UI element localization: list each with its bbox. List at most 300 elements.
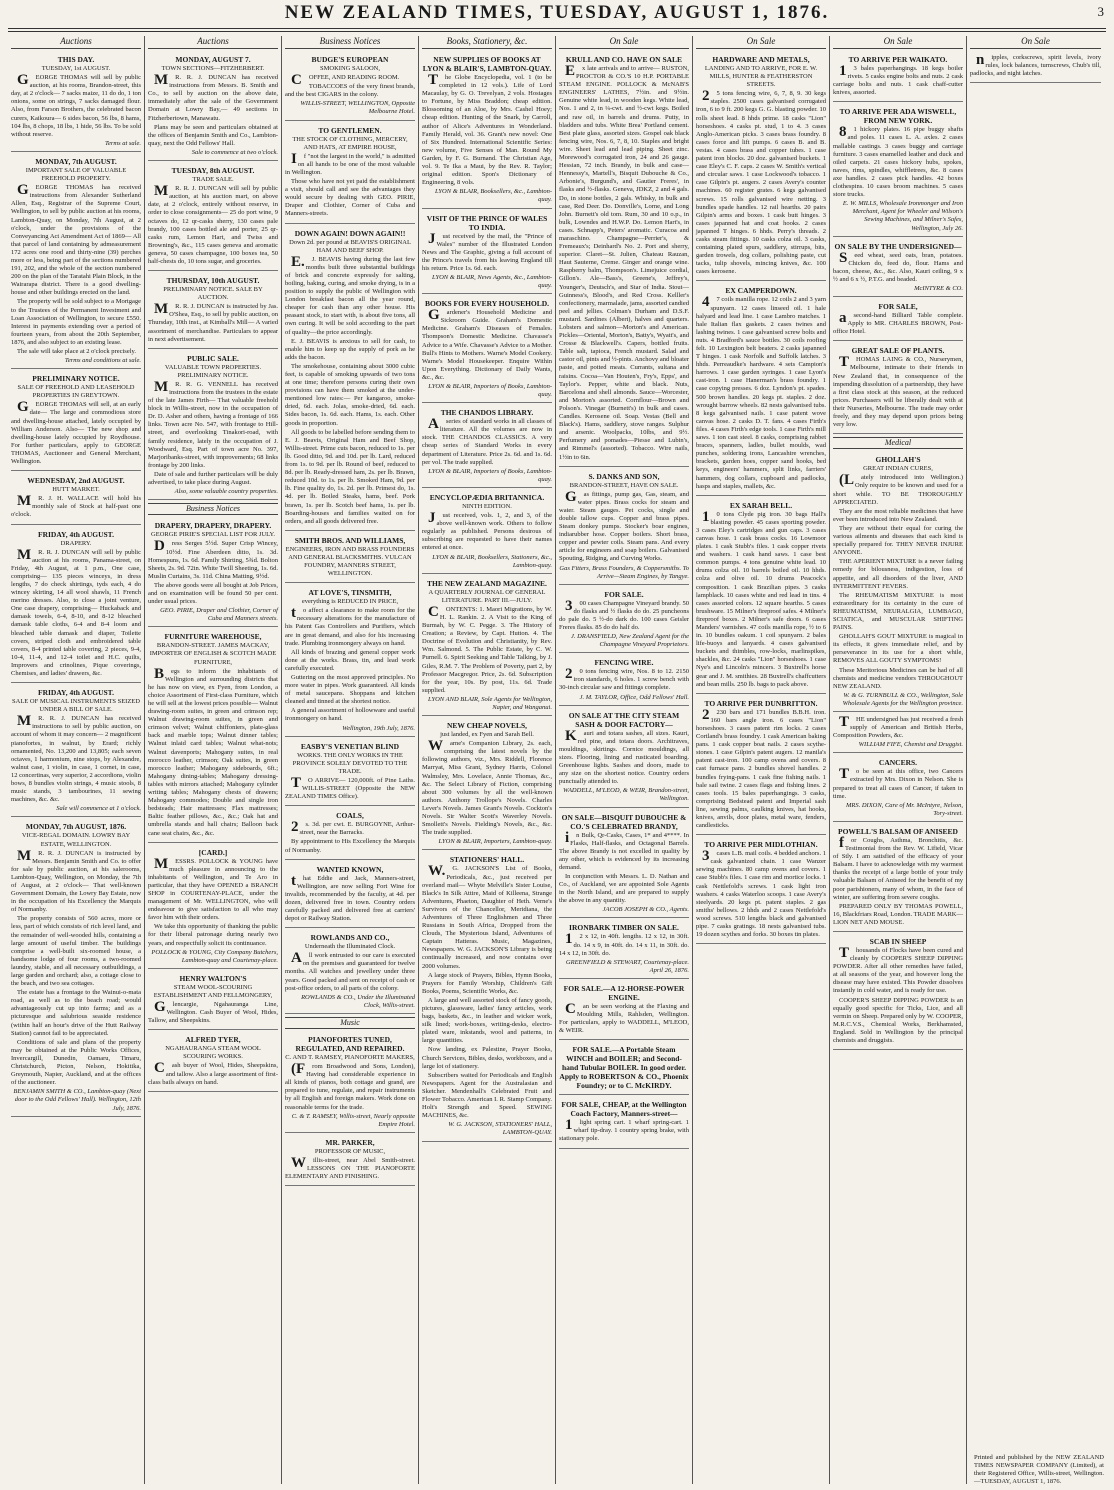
ad-signature: WADDELL, M'LEOD, & WEIR, Brandon-street, Wellington.	[563, 787, 689, 803]
ad-subheadline: NGAHAURANGA STEAM WOOL SCOURING WORKS.	[165, 1045, 261, 1061]
ad-paragraph: MR. J. H. WALLACE will hold his monthly sale of Stock at half-past one o'clock.	[11, 493, 141, 519]
advertisement	[285, 808, 415, 859]
ad-headline: NEW CHEAP NOVELS,	[446, 721, 528, 731]
ad-body	[696, 296, 826, 490]
ad-paragraph: Conditions of sale and plans of the property may be obtained at the Public Works Offices, Invercargill, Dunedin, Oamaru, Timaru, Christchurch, Picton, Nelson, Hokitika, Greymouth, Napier, Auckland, and at the offices of the auctioneer.	[11, 1038, 141, 1087]
ad-paragraph: If "not the largest in the world," is admitted on all hands to be one of the most valuable in Wellington.	[285, 150, 415, 176]
column-4	[419, 36, 556, 1484]
ad-headline: NEW SUPPLIES OF BOOKS AT LYON & BLAIR'S, LAMBTON-QUAY.	[422, 55, 552, 73]
ad-body	[285, 1154, 415, 1181]
ad-paragraph: They are without their equal for curing the various ailments and diseases that each kind is specially prepared for. THEY NEVER INJURE ANYONE.	[833, 524, 963, 557]
column-1	[8, 36, 145, 1484]
advertisement	[833, 755, 963, 822]
ad-signature: Sale will commence at 1 o'clock.	[56, 805, 141, 813]
ad-paragraph: The sale will take place at 2 o'clock precisely.	[17, 348, 136, 355]
ad-paragraph: GHOLLAH'S GOUT MIXTURE is magical in its effects, it gives immediate relief, and by perseverance in its use for a short while, REMOVES ALL GOUTY SYMPTOMS!	[833, 633, 963, 665]
ad-paragraph: 2230 bars and 171 bundles B.B.H. iron. 160 bars angle iron. 6 cases "Lion" horseshoes. 3 cases patent rim locks. 2 cases Cortland's brass foundry. 1 cask American baking pans. 1 cask copper boat nails. 2 cases scythe-stones. 1 case Gilpin's patent augers. 12 manila's patent cast-iron. 100 camp ovens and covers. 8 cast furnace pans. 2 bundles shovel handles. 2 bundles frying-pans. 1 cask fine fishing nails. 1 bale sail twine. 2 cases flags and fishing lines. 2 cases tools. 15 bales paperhangings. 3 casks, comprising Bedstead patent and Imperial sash line, sewing palms, caulking knives, hat hooks, knives, anvils, door plates, metal ware, fenders, candlesticks.	[696, 706, 826, 830]
ad-headline: IRONBARK TIMBER ON SALE.	[569, 923, 679, 933]
ad-body	[422, 418, 552, 467]
ad-paragraph: (From Broadwood and Sons, London), Having had considerable experience in all kinds of pianos, both cottage and grand, are prepared to tune, regulate, and repair instruments by all English and foreign makers. Work done on reasonable terms for the trade.	[285, 1061, 415, 1111]
advertisement	[11, 685, 141, 817]
ad-headline: TO ARRIVE PER WAIKATO.	[848, 55, 948, 64]
advertisement	[559, 1097, 689, 1148]
ad-paragraph: E. J. BEAVIS is anxious to sell for cash, to enable him to keep up the supply of pork as he adds the bacon.	[285, 337, 415, 361]
ad-body	[285, 74, 415, 99]
ad-body	[422, 230, 552, 273]
ad-paragraph: 12 x 12, in 40ft. lengths. 12 x 12, in 30ft. do. 14 x 9, in 40ft. do. 14 x 11, in 30ft. do. 14 x 12, in 30ft. do.	[559, 931, 689, 957]
advertisement	[833, 452, 963, 712]
advertisement	[696, 52, 826, 281]
ad-body	[559, 65, 689, 462]
ad-body	[422, 603, 552, 695]
ad-signature: W. G. JACKSON, STATIONERS' HALL, LAMBTON-QUAY.	[448, 1121, 552, 1137]
advertisement	[285, 1135, 415, 1186]
ad-paragraph: E.J. BEAVIS having during the last few months built three substantial buildings of brick and concrete expressly for salting, boiling, baking, curing, and smoke drying, is in a position to supply the public of Wellington with London breakfast bacon all the year round, cheaper for cash than any other house. His peasant stock, to start with, is about five tons, all own curing. It will be sold according to the part of quality—the price accordingly.	[285, 253, 415, 336]
ad-paragraph: Glencargie, Ngahauranga Line, Wellington. Cash Buyer of Wool, Hides, Tallow, and Sheepskins.	[148, 999, 278, 1025]
ad-body	[148, 540, 278, 606]
ad-paragraph: Dress Serges 5½d. Super Crisp Wincey, 10½d. Fine Aberdeen ditto, 1s. 3d. Homespuns, 1s. 6d. Family Shirting, 5¾d. Bolton Sheets, 2s. 9d. 72in. White Twill Sheeting, 1s. 6d. Muslin Curtains, 3s. 11d. China Matting, 9½d.	[148, 538, 278, 580]
column-heading: Auctions	[148, 36, 278, 49]
ad-headline: COALS,	[336, 811, 364, 821]
ad-headline: TUESDAY, 8th AUGUST.	[171, 166, 255, 176]
ad-body	[696, 706, 826, 830]
ad-headline: PIANOFORTES TUNED, REGULATED, AND REPAIRED.	[295, 1035, 405, 1053]
ad-paragraph: Gas fittings, pump gas, Gas, steam, and water pipes. Brass cocks for steam and water. Steam gauges. Pet cocks, single and double tallow cups. Copper and brass pipes. Steam donkey pumps. Stocker's boar engines, indiarubber hose. Copper boilers. Short brass, copper and pewter coils. Steam pans. And every article for engineers and soap boilers. Galvanised Spouting, Ridging, and Curving Works.	[559, 488, 689, 563]
ad-body	[148, 185, 278, 266]
ad-paragraph: for Coughs, Asthma, Bronchitis, &c. Testimonial from the Rev. W. Lifield, Vicar of Stly. I am satisfied of the efficacy of your Balsam. I have to acknowledge with my warmest thanks the receipt of a large bottle of your truly valuable Balsam of Aniseed for the benefit of my poor parishioners, many of whom, in the face of winter, are suffering from severe coughs.	[833, 834, 963, 901]
ad-headline: PUBLIC SALE.	[187, 353, 239, 363]
ad-body	[833, 768, 963, 800]
ad-paragraph: We take this opportunity of thanking the public for their liberal patronage during nearly two years, and respectfully solicit its continuance.	[148, 923, 278, 947]
ad-subheadline: SALE OF MUSICAL INSTRUMENTS SEIZED UNDER A BILL OF SALE.	[12, 698, 140, 714]
advertisement	[11, 52, 141, 152]
ad-headline: S. DANKS AND SON,	[588, 471, 660, 481]
column-5	[556, 36, 693, 1484]
advertisement	[422, 852, 552, 1141]
ad-headline: STATIONERS' HALL.	[449, 855, 525, 865]
advertisement	[696, 837, 826, 944]
ad-body	[148, 665, 278, 838]
ad-body	[422, 74, 552, 187]
ad-subheadline: GREAT INDIAN CURES,	[863, 465, 933, 473]
ad-headline: BOOKS FOR EVERY HOUSEHOLD.	[424, 299, 550, 309]
ad-paragraph: 81 hickory plates. 16 pipe buggy shafts and poles. 11 cases L. A. axles. 2 cases mallable castings. 3 cases buggy and carriage furniture. 3 cases enamelled leather and duck and oiled carpets. 21 cases hickory hubs, spokes, naves, rims, spindles, whiffletrees, &c. 8 cases axe handles. 2 cases pick handles. 42 boxes clothespins. 10 cases broom machines. 5 cases store trucks.	[833, 124, 963, 199]
advertisement	[696, 498, 826, 694]
ad-headline: FRIDAY, 4th AUGUST.	[38, 529, 114, 539]
top-rule-double	[8, 31, 1106, 32]
ad-paragraph: TOBACCOES of the very finest brands, and the best CIGARS in the colony.	[285, 83, 415, 99]
ad-subheadline: PRELIMINARY NOTICE. SALE BY AUCTION.	[163, 286, 263, 302]
ad-signature: Wellington, 19th July, 1876.	[342, 724, 415, 732]
ad-paragraph: TO ARRIVE— 120,000ft. of Pine Laths. WILLIS-STREET (Opposite the NEW ZEALAND TIMES Office).	[285, 774, 415, 801]
column-6	[693, 36, 830, 1484]
ad-headline: MR. PARKER,	[325, 1137, 375, 1147]
top-rule	[8, 28, 1106, 29]
ad-paragraph: MR. R. J. DUNCAN is instructed by Jas. O'Shea, Esq., to sell by public auction, on Thursday, 10th inst., at Kimball's Mill— A varied assortment of merchandise. Particulars to appear in next advertisement.	[148, 301, 278, 343]
ad-headline: FOR SALE.—A 12-HORSE-POWER ENGINE.	[563, 983, 685, 1002]
ad-body	[285, 774, 415, 801]
ad-signature: Also, some valuable country properties.	[174, 488, 278, 496]
advertisement	[833, 104, 963, 236]
ad-headline: DRAPERY, DRAPERY, DRAPERY.	[154, 521, 272, 531]
ad-headline: SMITH BROS. AND WILLIAMS,	[294, 535, 406, 545]
ad-paragraph: Just received by the mail, the "Prince of Wales" number of the Illustrated London News and The Graphic, giving a full account of the Prince's travels from his leaving England till his return. Price 1s. 6d. each.	[422, 230, 552, 272]
advertisement	[148, 971, 278, 1030]
ad-paragraph: Can be seen working at the Flaxing and Moulding Mills, Rahlsden, Wellington. For particulars, apply to WADDELL, M'LEOD, & WEIR.	[559, 1000, 689, 1035]
column-heading: On Sale	[833, 36, 963, 49]
ad-signature: LYON & BLAIR, Booksellers, Stationers, &c., Lambton-quay.	[432, 553, 552, 569]
ad-paragraph: 3cases L.B. mail coils. 4 bedded anchors. 1 cask galvanized chain. 1 case Wanzer sewing machines. 80 camp ovens and covers. 1 case Stubb's files. 1 case rim and mortice locks. 1 cask Nettlefold's screws. 1 cask light iron washers. 4 casks Waterloo scoops. 1 case Avery's steelyards. 20 kegs pt. patent staples. 2 gas smiths' bellows. 2 hhds and 2 cases Nettlefold's wood screws. 510 lengths black and galvanised pipe. 7 casks gratings. 18 nests galvanised tubs. 19 dozen scythes and forks. 30 boxes tin plates.	[696, 848, 826, 939]
advertisement	[285, 52, 415, 121]
column-3	[282, 36, 419, 1484]
ad-signature: E. W. MILLS, Wholesale Ironmonger and Iron Merchant, Agent for Wheeler and Wilson's Sewing Machines, and Milner's Safes, Wellington, July 26.	[842, 200, 963, 232]
ad-headline: [CARD.]	[198, 847, 228, 857]
ad-paragraph: W.G. JACKSON'S List of Books, Periodicals, &c., just received per overland mail— Whyte Melville's Sister Louise, Black's In Silk Attire, Maid of Killeena, Strange Adventures, Phaeton, Daughter of Heth. Verne's Survivors of the Chancellor, Meridiana, the Adventures of Three Englishmen and Three Russians in South Africa, Dropped from the Clouds, The Mysterious Island, Adventures of Captain Hatteras. Music, Magazines, Newspapers. W. G. JACKSON'S Library is being continually increased, and now contains over 2000 volumes.	[422, 863, 552, 970]
ad-body	[559, 668, 689, 692]
ad-subheadline: A QUARTERLY JOURNAL OF GENERAL LITERATURE. PART III.—JULY.	[428, 588, 546, 604]
ad-headline: GREAT SALE OF PLANTS.	[851, 346, 945, 356]
ad-body	[148, 855, 278, 948]
ad-paragraph: Warne's Companion Library, 2s. each, comprising the latest novels by the following authors, viz., Mrs. Riddell, Florence Marryat, Miss Grant, Sydney Harris, Colonel Walmsley, Mrs. Lovelace, Annie Thomas, &c., &c. The Select Library of Fiction, comprising about 300 volumes by all the well-known authors. Anthony Trollope's Novels. Charles Lever's Novels. James Grant's Novels. Cockton's Novels. Sir Walter Scott's Waverley Novels. Smollett's Novels. Fielding's Novels, &c., &c. The trade supplied.	[422, 738, 552, 837]
ad-headline: BUDGE'S EUROPEAN	[311, 55, 389, 64]
ad-body	[559, 727, 689, 787]
ad-subheadline: Down 2d. per pound at BEAVIS'S ORIGINAL HAM AND BEEF SHOP.	[289, 238, 411, 254]
ad-headline: ON SALE AT THE CITY STEAM SASH & DOOR FACTORY—	[568, 710, 680, 729]
ad-subheadline: VICE-REGAL DOMAIN. LOWRY BAY ESTATE, WELLINGTON.	[21, 832, 131, 848]
ad-paragraph: To be seen at this office, two Cancers extracted by Mrs. Dixon in Nelson. She is prepared to treat all cases of Cancer, if taken in time.	[833, 766, 963, 800]
ad-signature: JACOB JOSEPH & CO., Agents.	[602, 906, 689, 914]
column-heading: Books, Stationery, &c.	[422, 36, 552, 49]
advertisement	[422, 405, 552, 488]
ad-body	[833, 944, 963, 1045]
advertisement	[148, 1032, 278, 1091]
ad-paragraph: MR. R. G. VENNELL has received instructions from the trustees in the estate of the late James Firth— That valuable freehold block in Willis-street, now in the occupation of Dr. D. Asher and others, having a frontage of 166 links. Town acre No. 547, with frontage to Hill-street, and overlooking Tinakori-road, with family residence, lately in the occupation of J. Woodward, Esq. Part of town acre No. 397, Marjoribanks-street, with improvements; 68 links frontage by 200 links.	[148, 378, 278, 469]
ad-signature: GEO. PIRIE, Draper and Clothier, Corner of Cuba and Manners streets.	[160, 607, 278, 623]
advertisement	[285, 930, 415, 1014]
ad-paragraph: In conjunction with Messrs. L. D. Nathan and Co., of Auckland, we are appointed Sole Agents in the North Island, and are prepared to supply the above in any quantity.	[559, 872, 689, 905]
ad-subheadline: HUTT MARKET.	[52, 486, 100, 494]
advertisement	[285, 123, 415, 224]
ad-signature: LYON & BLAIR, News Agents, &c., Lambton-quay.	[431, 273, 552, 290]
ad-paragraph: (Lately introduced into Wellington.) Only require to be known and used for a short while. TO BE THOROUGHLY APPRECIATED.	[833, 472, 963, 506]
ad-body	[559, 1000, 689, 1035]
ad-body	[422, 865, 552, 1120]
ad-headline: HENRY WALTON'S	[179, 973, 247, 983]
ad-paragraph: 47 coils manilla rope. 12 coils 2 and 3 yarn spunyarn. 12 cases linseed oil. 1 hale halyard and lead line. 1 case Lambro matches. 1 hale Italian flax gaskets. 2 cases twines and lashing twines. 1 case galvanised screw bolts and nuts. 4 Bradford's sauce bottles. 30 coils roofing felt. 10 Lexington belt beaters. 2 casks japanned T hinges. 1 cask Norfolk and Suffolk latches. 3 hhds. Perreaudke's hardware. 4 sets Campion's harrows. 1 case garden syringes. 1 case Lyon's cast-iron. 1 case Hanerman's brass foundry. 1 case copying presses. 6 doz. Lyndon's pt. spades. 500 brown handles. 20 kegs pt. staples. 2 doz. wrought barrow wheels. 82 nests galvanised tubs. 8 kegs galvanised nails. 1 case patent wove canvas hose. 2 casks D. T. fans. 4 cases Firth's files. 4 cases Firth's edge tools. 1 case Firth's mill saws. 1 ton cast steel. 8 casks, comprising rabbet braces, spanners, ladles, bullet moulds, wad punches, soldering irons, Lancashire wrenches, brackets, garden hoes, copper sand hooks, bed keys, engineers' hammers, split links, farriers' hammers, dog collars, cupboard and padlocks, hasps and staples, mallets, &c.	[696, 294, 826, 490]
advertisement	[285, 226, 415, 531]
ad-paragraph: asecond-hand Billiard Table complete. Apply to MR. CHARLES BROWN, Post-office Hotel.	[833, 310, 963, 336]
ad-headline: DOWN AGAIN! DOWN AGAIN!!	[294, 228, 406, 238]
ad-paragraph: The above goods were all bought at Job Prices, and on examination will be found 50 per cent. under usual prices.	[148, 581, 278, 606]
ad-paragraph: Just received, vols. 1, 2, and 3, of the above well-known work. Others to follow regularly as published. Persons desirous of subscribing are requested to have their names entered at once.	[422, 510, 552, 552]
imprint: Printed and published by the NEW ZEALAND TIMES NEWSPAPER COMPANY (Limited), at their Registered Office, Willis-street, Wellington.—TUESDAY, AUGUST 1, 1876.	[974, 1454, 1104, 1485]
advertisement	[148, 351, 278, 501]
advertisement	[696, 696, 826, 835]
ad-signature: GREENFIELD & STEWART, Courtenay-place. April 26, 1876.	[565, 958, 689, 974]
ad-body	[559, 488, 689, 564]
ad-body	[148, 1001, 278, 1025]
ad-headline: WANTED KNOWN,	[316, 864, 384, 874]
ad-paragraph: Thousands of Flocks have been cured and cleanly by COOPER'S SHEEP DIPPING POWDER. After all other remedies have failed, at all seasons of the year, and however long the disease may have existed. This Powder dissolves instantly in cold water, and is ready for use.	[833, 944, 963, 995]
ad-paragraph: THE undersigned has just received a fresh supply of American and British Herbs, Composition Powders, &c.	[833, 714, 963, 740]
ad-paragraph: Date of sale and further particulars will be duly advertised, to take place during August.	[148, 470, 278, 487]
section-heading: Music	[285, 1017, 415, 1029]
ad-paragraph: The property consists of 560 acres, more or less, part of which consists of rich level land, and the remainder of well-wooded hills, containing a large amount of useful timber. The buildings comprise a well-built six-roomed house, a handsome lodge of four rooms, a two-roomed laundry, stable, and all necessary outbuildings, a large garden and orchard; also, a cottage close to the beach, and two sea cottages.	[11, 915, 141, 988]
ad-body	[559, 933, 689, 957]
ad-paragraph: that Eddie and Jack, Manners-street, Wellington, are now selling Fort Wine for invalids, recommended by the faculty, at 4d. per dozen, delivered free in town. Country orders carefully packed and delivered free at carriers' depot or Railway Station.	[285, 872, 415, 923]
ad-paragraph: GEORGE THOMAS will sell by public auction, at his rooms, Brandon-street, this day, at 2 o'clock— 7 sacks maize, 11 do do, 1 ton onions, some on strings, 7 sacks damaged flour. Also, from Farson Brothers, the celebrated bacon curers, Kaikoura— 6 sides bacon, 56 lbs, 8 hams, 104 lbs, 8 chops, 18 lbs, 1 hide, 56 lbs. To be sold without reserve.	[11, 72, 141, 138]
column-8	[967, 36, 1104, 1484]
ad-headline: FOR SALE,	[878, 302, 918, 312]
ad-paragraph: Kauri and totara sashes, all sizes. Kauri, red pine, and totara doors. Architraves, mouldings, skirtings. Cornice mouldings, all sizes. Flooring, lining and rusticated boarding. Greenhouse lights. Sashes and doors, made to any size on the shortest notice. Country orders punctually attended to.	[559, 727, 689, 786]
ad-paragraph: PREPARED ONLY BY THOMAS POWELL, 16, Blackfriars Road, London. TRADE MARK—LION NET AND MOUSE.	[833, 902, 963, 926]
ad-paragraph: A general assortment of hollowware and useful ironmongery on hand.	[285, 707, 415, 723]
advertisement	[559, 587, 689, 654]
ad-signature: LYON & BLAIR, Importers of Books, Lambton-quay.	[428, 383, 552, 399]
ad-subheadline: PROFESSOR OF MUSIC,	[314, 1147, 386, 1155]
ad-body	[559, 829, 689, 906]
ad-headline: TO GENTLEMEN.	[318, 125, 382, 135]
ad-body	[970, 54, 1101, 78]
ad-subheadline: TRADE SALE.	[192, 176, 234, 184]
advertisement	[970, 52, 1101, 83]
advertisement	[285, 533, 415, 583]
ad-paragraph: A large stock of Prayers, Bibles, Hymn Books, Prayers for Family Worship, Children's Gift Books, Poems, Scientific Works, &c.	[422, 971, 552, 995]
ad-body	[833, 312, 963, 336]
ad-headline: FOR SALE.—A Portable Steam WINCH and BOILER; and Second-hand Tubular BOILER. In good order. Apply to ROBERTSON & CO., Phoenix Foundry; or to C. McKIRDY.	[559, 1045, 689, 1091]
ad-subheadline: C. AND T. RAMSEY, PIANOFORTE MAKERS,	[285, 1054, 415, 1061]
ad-signature: POLLOCK & YOUNG, City Company Butchers, Lambton-quay and Courtenay-place.	[151, 948, 278, 964]
advertisement	[285, 1032, 415, 1133]
advertisement	[559, 810, 689, 919]
ad-subheadline: THE STOCK OF CLOTHING, MERCERY, AND HATS, AT EMPIRE HOUSE,	[292, 135, 408, 151]
ad-paragraph: MESSRS. POLLOCK & YOUNG have much pleasure in announcing to the inhabitants of Wellington, and Te Aro in particular, that they have OPENED a BRANCH SHOP in COURTENAY-PLACE, under the management of Mr. WELLINGTON, who will endeavour to give satisfaction to all who may favor him with their orders.	[148, 855, 278, 922]
columns-container	[8, 36, 1106, 1484]
advertisement	[833, 934, 963, 1050]
ad-headline: SCAB IN SHEEP	[869, 936, 927, 946]
ad-paragraph: Those who have not yet paid the establishment a visit, should call and see the advantages they would secure by dealing with GEO. PIRIE, Draper and Clothier, Corner of Cuba and Manners-streets.	[285, 178, 415, 218]
ad-headline: EX CAMPERDOWN.	[725, 286, 797, 296]
ad-subheadline: VALUABLE TOWN PROPERTIES. PRELIMINARY NOTICE.	[164, 363, 262, 379]
ad-paragraph: The estate has a frontage to the Wainui-o-mata road, as well as to the beach road; would advantageously cut up into farms; and as a picturesque and salubrious seaside residence (within half an hour's drive of the Hutt Railway Station) cannot fail to be appreciated.	[11, 989, 141, 1037]
ad-headline: MONDAY, AUGUST 7.	[175, 55, 251, 64]
advertisement	[148, 163, 278, 271]
ad-headline: WEDNESDAY, 2nd AUGUST.	[27, 476, 125, 486]
ad-body	[148, 74, 278, 148]
ad-headline: TO ARRIVE PER ADA WISWELL, FROM NEW YORK.	[839, 107, 957, 126]
ad-headline: KRULL AND CO. HAVE ON SALE	[565, 55, 683, 64]
ad-headline: THURSDAY, 10th AUGUST.	[166, 276, 260, 286]
column-heading: On Sale	[696, 36, 826, 49]
ad-body	[559, 1119, 689, 1143]
ad-paragraph: The property will be sold subject to a Mortgage to the Trustees of the Permanent Investment and Loan Association of Wellington, to secure £550. Interest in payments extending over a period of fourteen years, from about the 20th September, 1876, and also subject to an existing lease.	[11, 298, 141, 346]
ad-paragraph: All kinds of brazing and general copper work done at the works. Brass, tin, and lead work carefully executed.	[285, 648, 415, 672]
ad-body	[148, 303, 278, 343]
ad-headline: MONDAY, 7th AUGUST, 1876.	[25, 822, 127, 832]
ad-paragraph: MR. R. J. DUNCAN is instructed by Messrs. Benjamin Smith and Co. to offer for sale by public auction, at his salerooms, Lambton-Quay, Wellington, on Monday, the 7th of August, at 2 o'clock— That well-known Government Domain, the Lowry Bay Estate, now in the occupation of his Excellency the Marquis of Normanby.	[11, 847, 141, 914]
ad-signature: J. M. TAYLOR, Office, Odd Fellows' Hall.	[579, 693, 689, 701]
masthead	[0, 0, 1114, 26]
ad-body	[422, 740, 552, 837]
column-7	[830, 36, 967, 1484]
advertisement	[422, 718, 552, 850]
ad-paragraph: A large and well assorted stock of fancy goods, pictures, glassware, ladies' fancy articles, work bags, baskets, &c., in leather and wicker work, silk lined; work-boxes, writing-desks, electro-plated ware, inkstands, wool and patterns, in large quantities.	[422, 996, 552, 1045]
ad-headline: FRIDAY, 4th AUGUST.	[38, 688, 114, 698]
ad-headline: THE CHANDOS LIBRARY.	[440, 408, 534, 418]
ad-headline: FOR SALE.	[604, 589, 644, 599]
advertisement	[559, 1042, 689, 1095]
ad-body	[696, 850, 826, 939]
ad-signature: WILLIAM FIFE, Chemist and Druggist.	[858, 741, 963, 749]
ad-body	[559, 597, 689, 632]
section-heading: Business Notices	[148, 503, 278, 515]
ad-headline: FURNITURE WAREHOUSE,	[164, 632, 262, 642]
ad-headline: FENCING WIRE.	[594, 658, 654, 668]
ad-paragraph: Plans may be seen and particulars obtained at the offices of Benjamin Smith and Co., Lambton-quay, next the Odd Fellows' Hall.	[148, 123, 278, 147]
advertisement	[422, 211, 552, 295]
ad-subheadline: BRANDON-STREET. JAMES MACKAY, IMPORTER OF ENGLISH & SCOTCH MADE FURNITURE,	[149, 642, 277, 666]
ad-signature: Terms and conditions at sale.	[64, 357, 141, 365]
section-heading: Medical	[833, 437, 963, 449]
ad-body	[422, 309, 552, 382]
ad-headline: THIS DAY.	[57, 55, 95, 64]
ad-paragraph: They are the most reliable medicines that have ever been introduced into New Zealand.	[833, 507, 963, 523]
advertisement	[559, 655, 689, 705]
ad-body	[285, 253, 415, 526]
advertisement	[422, 490, 552, 574]
ad-body	[833, 474, 963, 690]
ad-signature: ROWLANDS & CO., Under the Illuminated Clock, Willis-street.	[301, 993, 415, 1009]
ad-paragraph: Subscribers waited for Periodicals and English Newspapers. Agent for the Australasian and Sketcher. Mendenhall's Celebrated Fruit and Flower Tobacco. American I. R. Stamp Company. Holt's Strength and Speed. SEWING MACHINES, &c.	[422, 1071, 552, 1120]
ad-paragraph: Gardener's Household Medicine and Sickroom Guide. Graham's Domestic Medicine. Graham's Diseases of Females. Thompson's Domestic Medicine. Chavasse's Advice to a Wife. Chavasse's Advice to a Mother. Bull's Hints to Mothers. Warne's Model Cookery. Warne's Model Housekeeper. Enquire Within Upon Everything. Dictionary of Daily Wants, &c., &c.	[422, 307, 552, 381]
ad-paragraph: 2s. 3d. per cwt. E. BURGOYNE, Arthur-street, near the Barracks.	[291, 819, 415, 837]
advertisement	[559, 920, 689, 978]
advertisement	[148, 273, 278, 349]
column-heading: Auctions	[11, 36, 141, 49]
ad-paragraph: Now landing, ex Palestine, Prayer Books, Church Services, Bibles, desks, workboxes, and a large lot of stationery.	[422, 1046, 552, 1070]
ad-subheadline: LANDING AND TO ARRIVE, FOR E. W. MILLS, HUNTER & FEATHERSTON STREETS.	[704, 65, 818, 89]
ad-body	[148, 1062, 278, 1086]
column-heading: On Sale	[559, 36, 689, 49]
ad-body	[11, 184, 141, 356]
ad-headline: ON SALE BY THE UNDERSIGNED—	[834, 241, 962, 251]
advertisement	[285, 585, 415, 737]
ad-signature: Gas Fitters, Brass Founders, & Coppersmiths. To Arrive—Steam Engines, by Tangye.	[559, 564, 689, 580]
ad-body	[833, 126, 963, 199]
ad-paragraph: Seed wheat, seed oats, bran, potatoes. Chicken do, feed do, flour. Hams and bacon, cheese, &c., &c. Also, Kauri ceiling, 9 x ½ and 6 x ½, P.T.G. and beaded.	[833, 249, 963, 283]
ad-headline: ALFRED TYER,	[185, 1035, 241, 1045]
ad-paragraph: nipples, corkscrews, spirit levels, ivory rules, lock balances, turnscrews, Chub's till, padlocks, and night latches.	[970, 52, 1101, 78]
advertisement	[422, 296, 552, 403]
ad-headline: GHOLLAH'S	[875, 455, 921, 465]
ad-paragraph: Cash buyer of Wool, Hides, Sheepskins, and tallow. Also a large assortment of first-class bails always on hand.	[148, 1060, 278, 1086]
ad-headline: ON SALE—BISQUIT DUBOUCHE & CO.'S CELEBRATED BRANDY,	[561, 812, 687, 831]
ad-paragraph: Aseries of standard works in all classes of literature. All the volumes are now in stock. THE CHANDOS CLASSICS. A very cheap series of Standard Works in every department of Literature. Price 2s. 6d. and 1s. 6d. per vol. The trade supplied.	[422, 416, 552, 466]
ad-subheadline: TOWN SECTIONS—FITZHERBERT.	[161, 65, 265, 72]
advertisement	[559, 981, 689, 1040]
ad-paragraph: in Bulk, Qr-Casks, Cases, 1* and 4****. In Flasks, Half-flasks, and Octagonal Barrels. The above Brandy is not excelled in quality by any other, which is evidenced by its increasing demand.	[559, 829, 689, 871]
ad-paragraph: THOMAS LAING & CO., Nurserymen, Melbourne, intimate to their friends in New Zealand that, in consequence of the impending dissolution of a partnership, they have a first class stock at this season, at the reduced prices. Purchasers will be liberally dealt with at their Nurseries, Melbourne. The trade may order freely, and they may depend upon prices being very low.	[833, 354, 963, 429]
ad-paragraph: The smokehouse, containing about 3000 cubic feet, is capable of smoking upwards of two tons at one time; therefore persons curing their own provisions can have them smoked at the under-mentioned low rates:— Per kangaroo, smoke-dried, 6d. each. Jolas, smoke-dried, 6d. each. Sides bacon, 1s. 6d. each. Hams, 1s. each. Other goods in proportion.	[285, 362, 415, 427]
column-heading: Business Notices	[285, 36, 415, 49]
column-2	[145, 36, 282, 1484]
ad-headline: VISIT OF THE PRINCE OF WALES TO INDIA.	[426, 213, 548, 232]
ad-signature: WILLIS-STREET, WELLINGTON, Opposite Melbourne Hotel.	[300, 100, 415, 116]
advertisement	[422, 52, 552, 209]
ad-paragraph: MR. R. J. DUNCAN will sell by public auction, at his auction mart, on above date, at 2 o'clock, entirely without reserve, in order to close consignments— 25 do port wine, 9 octaves do, 12 qr-casks sherry, 130 cases pale brandy, 100 cases bottled ale and porter, 25 qr-casks rum, Lemon Hart, and Twiss and Browning's, &c., 115 cases geneva and aromatic geneva, 50 cases champagne, 100 boxes tea, 50 half-chests do, 10 tons sugar, and groceries.	[148, 183, 278, 265]
ad-signature: Sale to commence at two o'clock.	[191, 148, 278, 156]
advertisement	[559, 469, 689, 585]
ad-paragraph: COOPER'S SHEEP DIPPING POWDER is an equally good specific for Ticks, Lice, and all vermin on Sheep. Prepared only by W. COOPER, M.R.C.V.S., Chemical Works, Berkhamsted, England. Sold in Wellington by the principal chemists and druggists.	[833, 996, 963, 1044]
ad-body	[11, 401, 141, 466]
ad-subheadline: NINTH EDITION.	[462, 502, 512, 510]
ad-body	[148, 378, 278, 487]
ad-paragraph: All goods to be labelled before sending them to E. J. Beavis, Original Ham and Beef Shop, Willis-street. Prime cuts bacon, reduced to 1s. per lb. Good ditto, 9d. and 10d. per lb. Lard, reduced from 1s. to 9d. per lb. Round of beef, reduced to 8d. per lb. Ready-dressed ham, 2s. per lb. Brawn, reduced 10d. to 1s. per lb. Smoked Ham, 9d. per lb. Fine quality do, 1s. 2d. per lb. Primest do, 1s. 4d. per lb. Boiled Steaks, hams, beef. Pork brawn, 1s. per lb. Scotch beef hams, 1s. per lb. Boarding-houses and families waited on for orders, and all goods delivered free.	[285, 428, 415, 525]
ad-paragraph: The Globe Encyclopedia, vol. 1 (to be completed in 12 vols.). Life of Lord Macaulay, by G. O. Trevelyan, 2 vols. Hostages to Fortune, by Miss Braddon; cheap edition. Blossoming of an Aloe, by Mrs. Cashel Hoey; cheap edition. Hunting of the Snark, by Carroll, author of Alice's Adventures in Wonderland. Family Herald, vol. 36. Grant's new novel: One of Six Hundred. International Scientific Series: new volume, Five Senses of Man. Round My Garden, by F. G. Burnand. The Christian Age, vol. 9. Te Ika a Maui, by the Rev. R. Taylor; original edition. Spon's Dictionary of Engineering, 8 vols.	[422, 72, 552, 187]
ad-headline: ROWLANDS AND CO.,	[310, 933, 390, 943]
ad-body	[422, 512, 552, 552]
ad-body	[833, 249, 963, 284]
ad-headline: POWELL'S BALSAM OF ANISEED	[838, 826, 958, 836]
advertisement	[148, 629, 278, 842]
ad-paragraph: These Meritorious Medicines can be had of all chemists and medicine vendors THROUGHOUT NEW ZEALAND.	[833, 666, 963, 690]
ad-body	[285, 821, 415, 854]
ad-paragraph: MR. R. J. DUNCAN will sell by public auction at his rooms, Panama-street, on Friday, 4th August, at 1 p.m., One case, comprising— 135 pieces winceys, in dress lengths, 7 do check shirtings, tyds each, 4 do wincey skirting, 14 all wool shawls, 11 French merino dresses. Also, to close a joint venture, One case drapery, comprising— Huckaback and damask towels, 6-4, 8-10, and 8-12 bleached damask table cloths, 6-4 and 8-4 loom and bleached table damask and diaper, Toilette covers, striped cloth and embroidered table covers, 8-4 printed table covering, 2 pieces, 9-4, 10-4, 11-4, and 12-4 toilet and H.C. quilts, Improvers and crinolines, Pique coverings, Chemises, and ladies' drawers, &c.	[11, 546, 141, 677]
ad-paragraph: 20 tons fencing wire, Nos. 8 to 12. 2150 iron standards, 6 holes. 1 screw bench with 30-inch circular saw and fittings complete.	[559, 666, 689, 692]
ad-paragraph: MR. R. J. DUNCAN has received instructions to sell by public auction, on account of whom it may concern— 2 magnificent pianofortes, in walnut, by Erard; richly ornamented, No. 13,200 and 13,805; each seven octaves, 1 harmonium, nine stops, by Alexandre, walnut case, 1 violin, in case, 1 cornet, in case, 12 concertinas, very superior, 2 accordions, violin bows, 8 bundles violin strings, 4 music stools, 8 music stands, 3 tambourines, 11 sewing machines, &c. &c.	[11, 713, 141, 804]
ad-body	[833, 65, 963, 97]
ad-body	[285, 607, 415, 723]
ad-paragraph: Ex late arrivals and to arrive— RUSTON, PROCTOR & CO.'S 10 H.P. PORTABLE STEAM ENGINE. POLLOCK & McNAB'S ENGINEERS' LATHES, 7½in. and 9½in. Genuine white lead, in wooden kegs. White lead, Nos. 1 and 2, in ¼-cwt. and ½-cwt kegs. Boiled and raw oil, in barrels and drums. Putty, in bladders and tubs. White Brea' Portland cement. Best plate glass, assorted sizes. Gospel oak black fencing wire, Nos. 6, 7, 8, 10. Staples and bright wire. Sheet lead and lead piping. Sheet zinc. Morewood's corrugated iron, 24 and 26 gauge. Hessian, 72 inch. Brandy, in bulk and case—Hennessy's, Martell's, Bisquit Dubouche & Co., Arbonie's, Burgund's, and Gautier Freres', in flasks and ½-flasks. Geneva, JDKZ, 2 and 4 gals. Do, in stone bottles, 2 gals. Whisky, in bulk and case, Red Deer. Do. Donville's, Lorne, and Long John. Burnett's old tom. Rum, 30 and 10 o.p., in bulk, Lowndes and H.W.P. Do. Lemon Hart's, in cases. Schnapp's, Peters' aromatic. Curacoa and maraschino. Champagne—Perrier's, & Fremeaux's; Deinhard's No. 2. Port and sherry, superior. Claret—St. Julien, Chateau Rauzan, Haut Sauterne, Creme. Ginger and orange wine. Raspberry balm, Thompson's. Limejuice cordial, Gillon's. Ale—Bass's, Greene's, Jeffrey's, Younger's, Deutsch's, and Star of India. Stout—Guinness's, Blood's, and Red Cross. Kelller's confectionery, marmalade, jams, assorted candied peel and jellies. Colman's Durham and D.S.F. mustard. Sardines (Albert), halves and quarters. Lobsters and salmon—Morton's and American. Pickles—Oriental, Morton's, Batty's, Wyatt's, and Crosse & Blackwell's. Capers, bottled fruits. Table salt, tapioca, French mustard. Salad and castor oil, pints and ½-pints. Anchovy and bloater paste, and potted meats. Currants, sultana and raisins. Cocoa—Van Houten's, Fry's, Epps', and Taylor's. Pepper, white and black. Nuts, Barcelona and shell almonds. Sauce—Worcester, and Morton's assorted. Cornflour—Brown and Polson's. Vinegar (Burnett's) in bulk and cases. Candles. Kerosene oil. Soap. Vestas (Bell and Black's). Hams, saddlery, stove ranges. Sulphur and arsenic. Woolpacks, 10lbs, and 9½. Perfumery and pomades—Piesse and Lubin's, and Rimmel's (assorted). Tobacco. Wire nails, 1½in to 6in.	[559, 63, 689, 461]
ad-paragraph: 10 tons Clyde pig iron. 30 bags Hall's blasting powder. 45 cases sporting powder. 3 cases Eley's cartridges and gun caps. 3 cases canvas hose. 1 cask brass cocks. 16 Lowmoor plates. 1 cask Stubb's files. 1 cask copper rivets and washers. 1 cask hand saws. 1 case best common pumps. 4 tons genuine white lead. 10 drums colza oil. 10 barrels boiled oil. 10 hhds. colza and olive oil. 10 drums Peacock's composition. 1 cask Brazilian pipes. 3 casks lampblack. 10 cases white and red lead in tins. 4 cases assorted colors. 12 square hearths. 5 cases brushware. 15 Milner's fireproof safes. 4 Milner's fireproof boxes. 2 Milner's safe doors. 6 cases Manders' varnishes. 47 coils manilla rope, ½ to 6 in. 10 bundles oakum. 1 coil spunyarn. 2 bales life-buoys and lanyards. 4 cases galvanised buckets and thimbles, row-locks, marlinspikes, shackles, &c. 24 casks "Lion" horseshoes. 1 case Nye's and Lincoln's mincers. 3 Buxtrell's horse gear and J. M. smithies. 28 Buxtrell's chaffcutters and bean mills. 250 lb. bags to pack above.	[696, 508, 826, 688]
ad-paragraph: All work entrusted to our care is executed on the premises and guaranteed for twelve months. All watches and jewellery under three years. Good packed and sent on receipt of cash or post-office orders, to all parts of the colony.	[285, 950, 415, 992]
ad-subheadline: ENGINEERS, IRON AND BRASS FOUNDERS AND GENERAL BLACKSMITHS. VULCAN FOUNDRY, MANNERS STREET, WELLINGTON.	[285, 545, 415, 578]
ad-paragraph: MR. R. J. DUNCAN has received instructions from Messrs. B. Smith and Co., to sell by auction on the above date, immediately after the sale of the Government Domain at Lowry Bay,— 49 sections in Fitzherbertown, Manawatu.	[148, 72, 278, 122]
ad-headline: THE NEW ZEALAND MAGAZINE.	[427, 578, 547, 588]
advertisement	[11, 154, 141, 369]
ad-body	[11, 715, 141, 804]
ad-subheadline: WORKS. THE ONLY WORKS IN THE PROVINCE SOLELY DEVOTED TO THE TRADE.	[292, 751, 408, 775]
advertisement	[833, 239, 963, 297]
ad-paragraph: THE APERIENT MIXTURE is a never failing remedy for bilousness, indigestion, loss of appetite, and all disorders of the liver, AND INTERMITTENT FEVERS.	[833, 558, 963, 590]
ad-paragraph: Guttering on the most approved principles. No more water in pipes. Work guaranteed. All kinds of metal saucepans. Shoppans and kitchen cleaned and tinned at the shortest notice.	[285, 674, 415, 706]
ad-headline: EASBY'S VENETIAN BLIND	[300, 741, 400, 751]
advertisement	[422, 576, 552, 716]
advertisement	[559, 708, 689, 808]
advertisement	[11, 371, 141, 471]
ad-subheadline: IMPORTANT SALE OF VALUABLE FREEHOLD PROPERTY.	[25, 166, 127, 183]
ad-signature: LYON AND BLAIR, Sole Agents for Wellington, Napier, and Wanganui.	[428, 695, 552, 711]
ad-subheadline: TUESDAY, 1st AUGUST.	[41, 65, 111, 72]
advertisement	[11, 527, 141, 684]
ad-headline: CANCERS.	[878, 758, 918, 768]
advertisement	[11, 819, 141, 1116]
ad-paragraph: GEORGE THOMAS has received instructions from Alexander Sutherland Allen, Esq., Registrar of the Supreme Court, Wellington, to sell by public auction at his rooms, Lambton-Quay, on Monday, 7th August, at 2 o'clock, under the provisions of the Conveyancing Act Amendment Act of 1869— All that parcel of land containing by admeasurement 172 acres one rood and thirty-nine (39) perches more or less, being part of the sections numbered 191, 202, and the whole of the section numbered 200 on the plan of the Taratahi Plain Block, in the Wairarapa district. There is a good dwelling-house and other buildings erected on the land.	[11, 182, 141, 297]
column-heading: On Sale	[970, 36, 1101, 49]
ad-body	[833, 356, 963, 429]
advertisement	[833, 714, 963, 753]
advertisement	[148, 518, 278, 627]
ad-paragraph: 25 tons fencing wire, 6, 7, 8, 9. 30 kegs staples. 2500 cases galvanised corrugated iron, 6 to 9 ft. 200 kegs G. G. blasting powder. 10 rolls sheet lead. 8 hhds prime. 18 casks "Lion" horseshoes. 4 casks pt. stud, 1 to 4. 3 cases Anglo-American picks. 3 cases brass foundry. 8 cases force and lift pumps. 6 cases B. and B. vestas. 4 cases brass and copper tubes. 1 case patent iron blocks. 20 doz. galvanised buckets. 1 case Eley's C. F. caps. 2 cases W. Smith's vertical and circular saws. 1 case Lockwood's tobacco. 1 case Gilpin's pt. augers. 2 cases Avery's counter machines. 60 register grates. 6 kegs galvanised screws. 15 rolls galvanised wire netting. 3 bundles spade handles. 12 rail hearths. 20 pairs Gilpin's arms and boxes. 1 cask butt hinges. 3 cases japanned hat and coat hooks. 2 cases japanned T hinges. 6 hhds. Perry's threads. 2 casks steam fittings. 10 casks colza oil. 3 casks, containing plated spurs, saddlery, stirrups, bits, garden trowels, dog collars, polishing paste, cut tacks, tulip shovels, mincing knives, &c. 100 cases kerosene.	[696, 88, 826, 276]
ad-signature: LYON & BLAIR, Importers, Lambton-quay.	[438, 838, 552, 846]
ad-paragraph: COFFEE, AND READING ROOM.	[291, 72, 400, 89]
page-number: 3	[1097, 4, 1104, 19]
advertisement	[11, 473, 141, 524]
ad-signature: McINTYRE & CO.	[914, 284, 963, 292]
ad-paragraph: Willis-street, near Abel Smith-street. LESSONS ON THE PIANOFORTE ELEMENTARY AND FINISHING.	[285, 1154, 415, 1181]
ad-paragraph: CONTENTS: 1. Maori Migrations, by W. H. L. Rankin. 2. A Visit to the King of Burmah, by W. C. Pegge. 3. The History of Creation; a Review, by Capt. Hutton. 4. The Doctrine of Evolution and Christianity, by Rev. Wm. Salmond. 5. The Public Estate, by C. W. Purnell. 6. Spirit Seeking and Table Talking, by J. Giles, R.M. 7. The Problem of Poverty, part 2, by Professor Macgregor. Price, 2s. 6d. Subscription for the year, 10s. By post, 11s. 6d. Trade supplied.	[422, 603, 552, 694]
ad-headline: EX SARAH BELL.	[729, 500, 793, 510]
